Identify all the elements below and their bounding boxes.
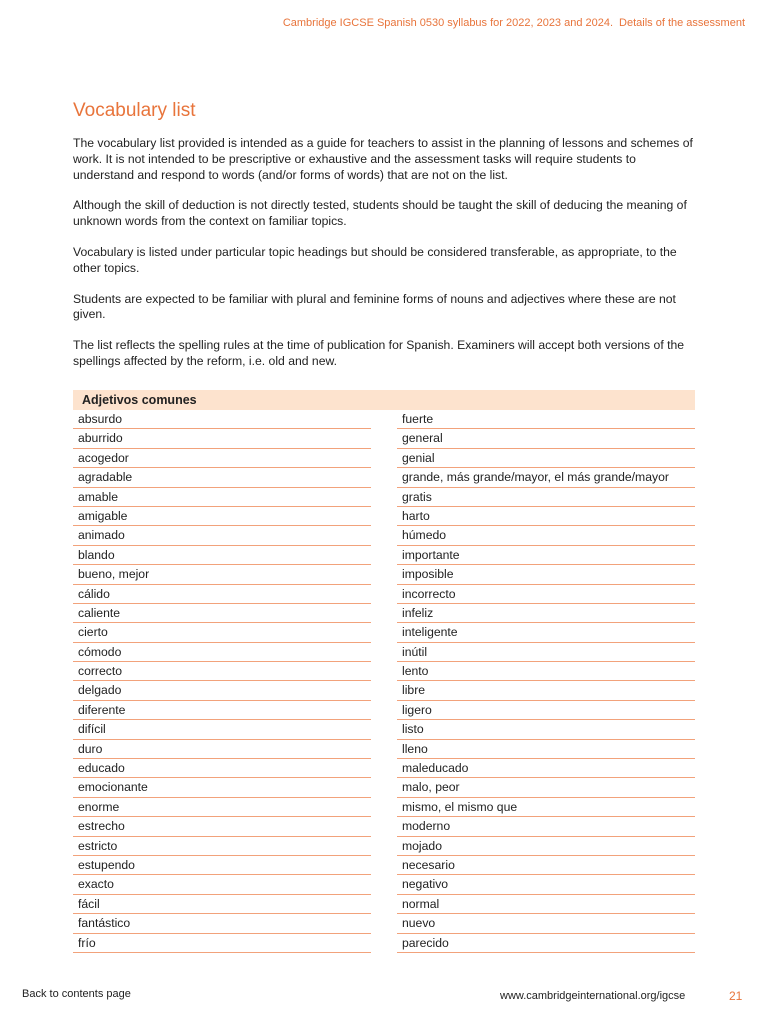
vocabulary-cell: harto	[397, 507, 695, 526]
vocabulary-cell: exacto	[73, 875, 371, 894]
vocabulary-cell: correcto	[73, 662, 371, 681]
vocabulary-cell: enorme	[73, 798, 371, 817]
vocabulary-cell: lleno	[397, 740, 695, 759]
vocabulary-cell: lento	[397, 662, 695, 681]
vocabulary-column-right	[397, 410, 695, 953]
table-heading: Adjetivos comunes	[73, 390, 695, 410]
vocabulary-cell: animado	[73, 526, 371, 545]
paragraph: Although the skill of deduction is not directly tested, students should be taught the skill of deducing the meaning of unknown words from the context on familiar topics.	[73, 198, 687, 229]
vocabulary-cell: delgado	[73, 681, 371, 700]
header-syllabus-title: Cambridge IGCSE Spanish 0530 syllabus for 2022, 2023 and 2024.	[282, 17, 614, 29]
vocabulary-cell: incorrecto	[397, 585, 695, 604]
vocabulary-cell: ligero	[397, 701, 695, 720]
intro-paragraphs	[73, 136, 698, 385]
vocabulary-cell: maleducado	[397, 759, 695, 778]
paragraph: The list reflects the spelling rules at the time of publication for Spanish. Examiners will accept both versions of the spellings affected by the reform, i.e. old and new.	[73, 338, 685, 368]
running-header	[283, 17, 745, 29]
vocabulary-cell: duro	[73, 740, 371, 759]
header-section-name: Details of the assessment	[619, 17, 745, 29]
vocabulary-cell: acogedor	[73, 449, 371, 468]
vocabulary-cell: bueno, mejor	[73, 565, 371, 584]
vocabulary-cell: genial	[397, 449, 695, 468]
vocabulary-cell: emocionante	[73, 778, 371, 797]
vocabulary-cell: importante	[397, 546, 695, 565]
vocabulary-cell: inteligente	[397, 623, 695, 642]
vocabulary-cell: negativo	[397, 875, 695, 894]
vocabulary-cell: blando	[73, 546, 371, 565]
vocabulary-cell: aburrido	[73, 429, 371, 448]
vocabulary-cell: moderno	[397, 817, 695, 836]
vocabulary-cell: normal	[397, 895, 695, 914]
vocabulary-cell: gratis	[397, 488, 695, 507]
vocabulary-cell: nuevo	[397, 914, 695, 933]
vocabulary-cell: imposible	[397, 565, 695, 584]
vocabulary-cell: agradable	[73, 468, 371, 487]
vocabulary-cell: cómodo	[73, 643, 371, 662]
vocabulary-cell: general	[397, 429, 695, 448]
vocabulary-cell: cierto	[73, 623, 371, 642]
vocabulary-column-left	[73, 410, 371, 953]
vocabulary-cell: infeliz	[397, 604, 695, 623]
vocabulary-cell: caliente	[73, 604, 371, 623]
vocabulary-cell: necesario	[397, 856, 695, 875]
vocabulary-cell: amigable	[73, 507, 371, 526]
vocabulary-cell: mismo, el mismo que	[397, 798, 695, 817]
vocabulary-cell: difícil	[73, 720, 371, 739]
vocabulary-cell: inútil	[397, 643, 695, 662]
vocabulary-cell: estupendo	[73, 856, 371, 875]
vocabulary-cell: cálido	[73, 585, 371, 604]
vocabulary-cell: parecido	[397, 934, 695, 953]
vocabulary-cell: listo	[397, 720, 695, 739]
vocabulary-table	[73, 390, 695, 953]
vocabulary-cell: estrecho	[73, 817, 371, 836]
vocabulary-cell: amable	[73, 488, 371, 507]
vocabulary-cell: fuerte	[397, 410, 695, 429]
back-to-contents-link[interactable]: Back to contents page	[22, 988, 131, 1000]
page-title: Vocabulary list	[73, 100, 196, 121]
paragraph: Students are expected to be familiar with plural and feminine forms of nouns and adjectives where these are not given.	[73, 291, 676, 322]
paragraph: The vocabulary list provided is intended as a guide for teachers to assist in the planning of lessons and schemes of work. It is not intended to be prescriptive or exhaustive and the assessment tasks will require students to understand and respond to words (and/or forms of words) that are not on the list.	[73, 136, 693, 182]
vocabulary-cell: mojado	[397, 837, 695, 856]
page-number: 21	[729, 989, 743, 1003]
vocabulary-cell: fácil	[73, 895, 371, 914]
vocabulary-cell: malo, peor	[397, 778, 695, 797]
vocabulary-cell: diferente	[73, 701, 371, 720]
paragraph: Vocabulary is listed under particular topic headings but should be considered transferable, as appropriate, to the other topics.	[73, 244, 677, 275]
vocabulary-cell: húmedo	[397, 526, 695, 545]
vocabulary-cell: absurdo	[73, 410, 371, 429]
vocabulary-cell: educado	[73, 759, 371, 778]
vocabulary-cell: estricto	[73, 837, 371, 856]
vocabulary-cell: fantástico	[73, 914, 371, 933]
vocabulary-cell: libre	[397, 681, 695, 700]
vocabulary-cell: frío	[73, 934, 371, 953]
website-link[interactable]: www.cambridgeinternational.org/igcse	[500, 990, 686, 1002]
vocabulary-cell: grande, más grande/mayor, el más grande/mayor	[397, 468, 695, 487]
